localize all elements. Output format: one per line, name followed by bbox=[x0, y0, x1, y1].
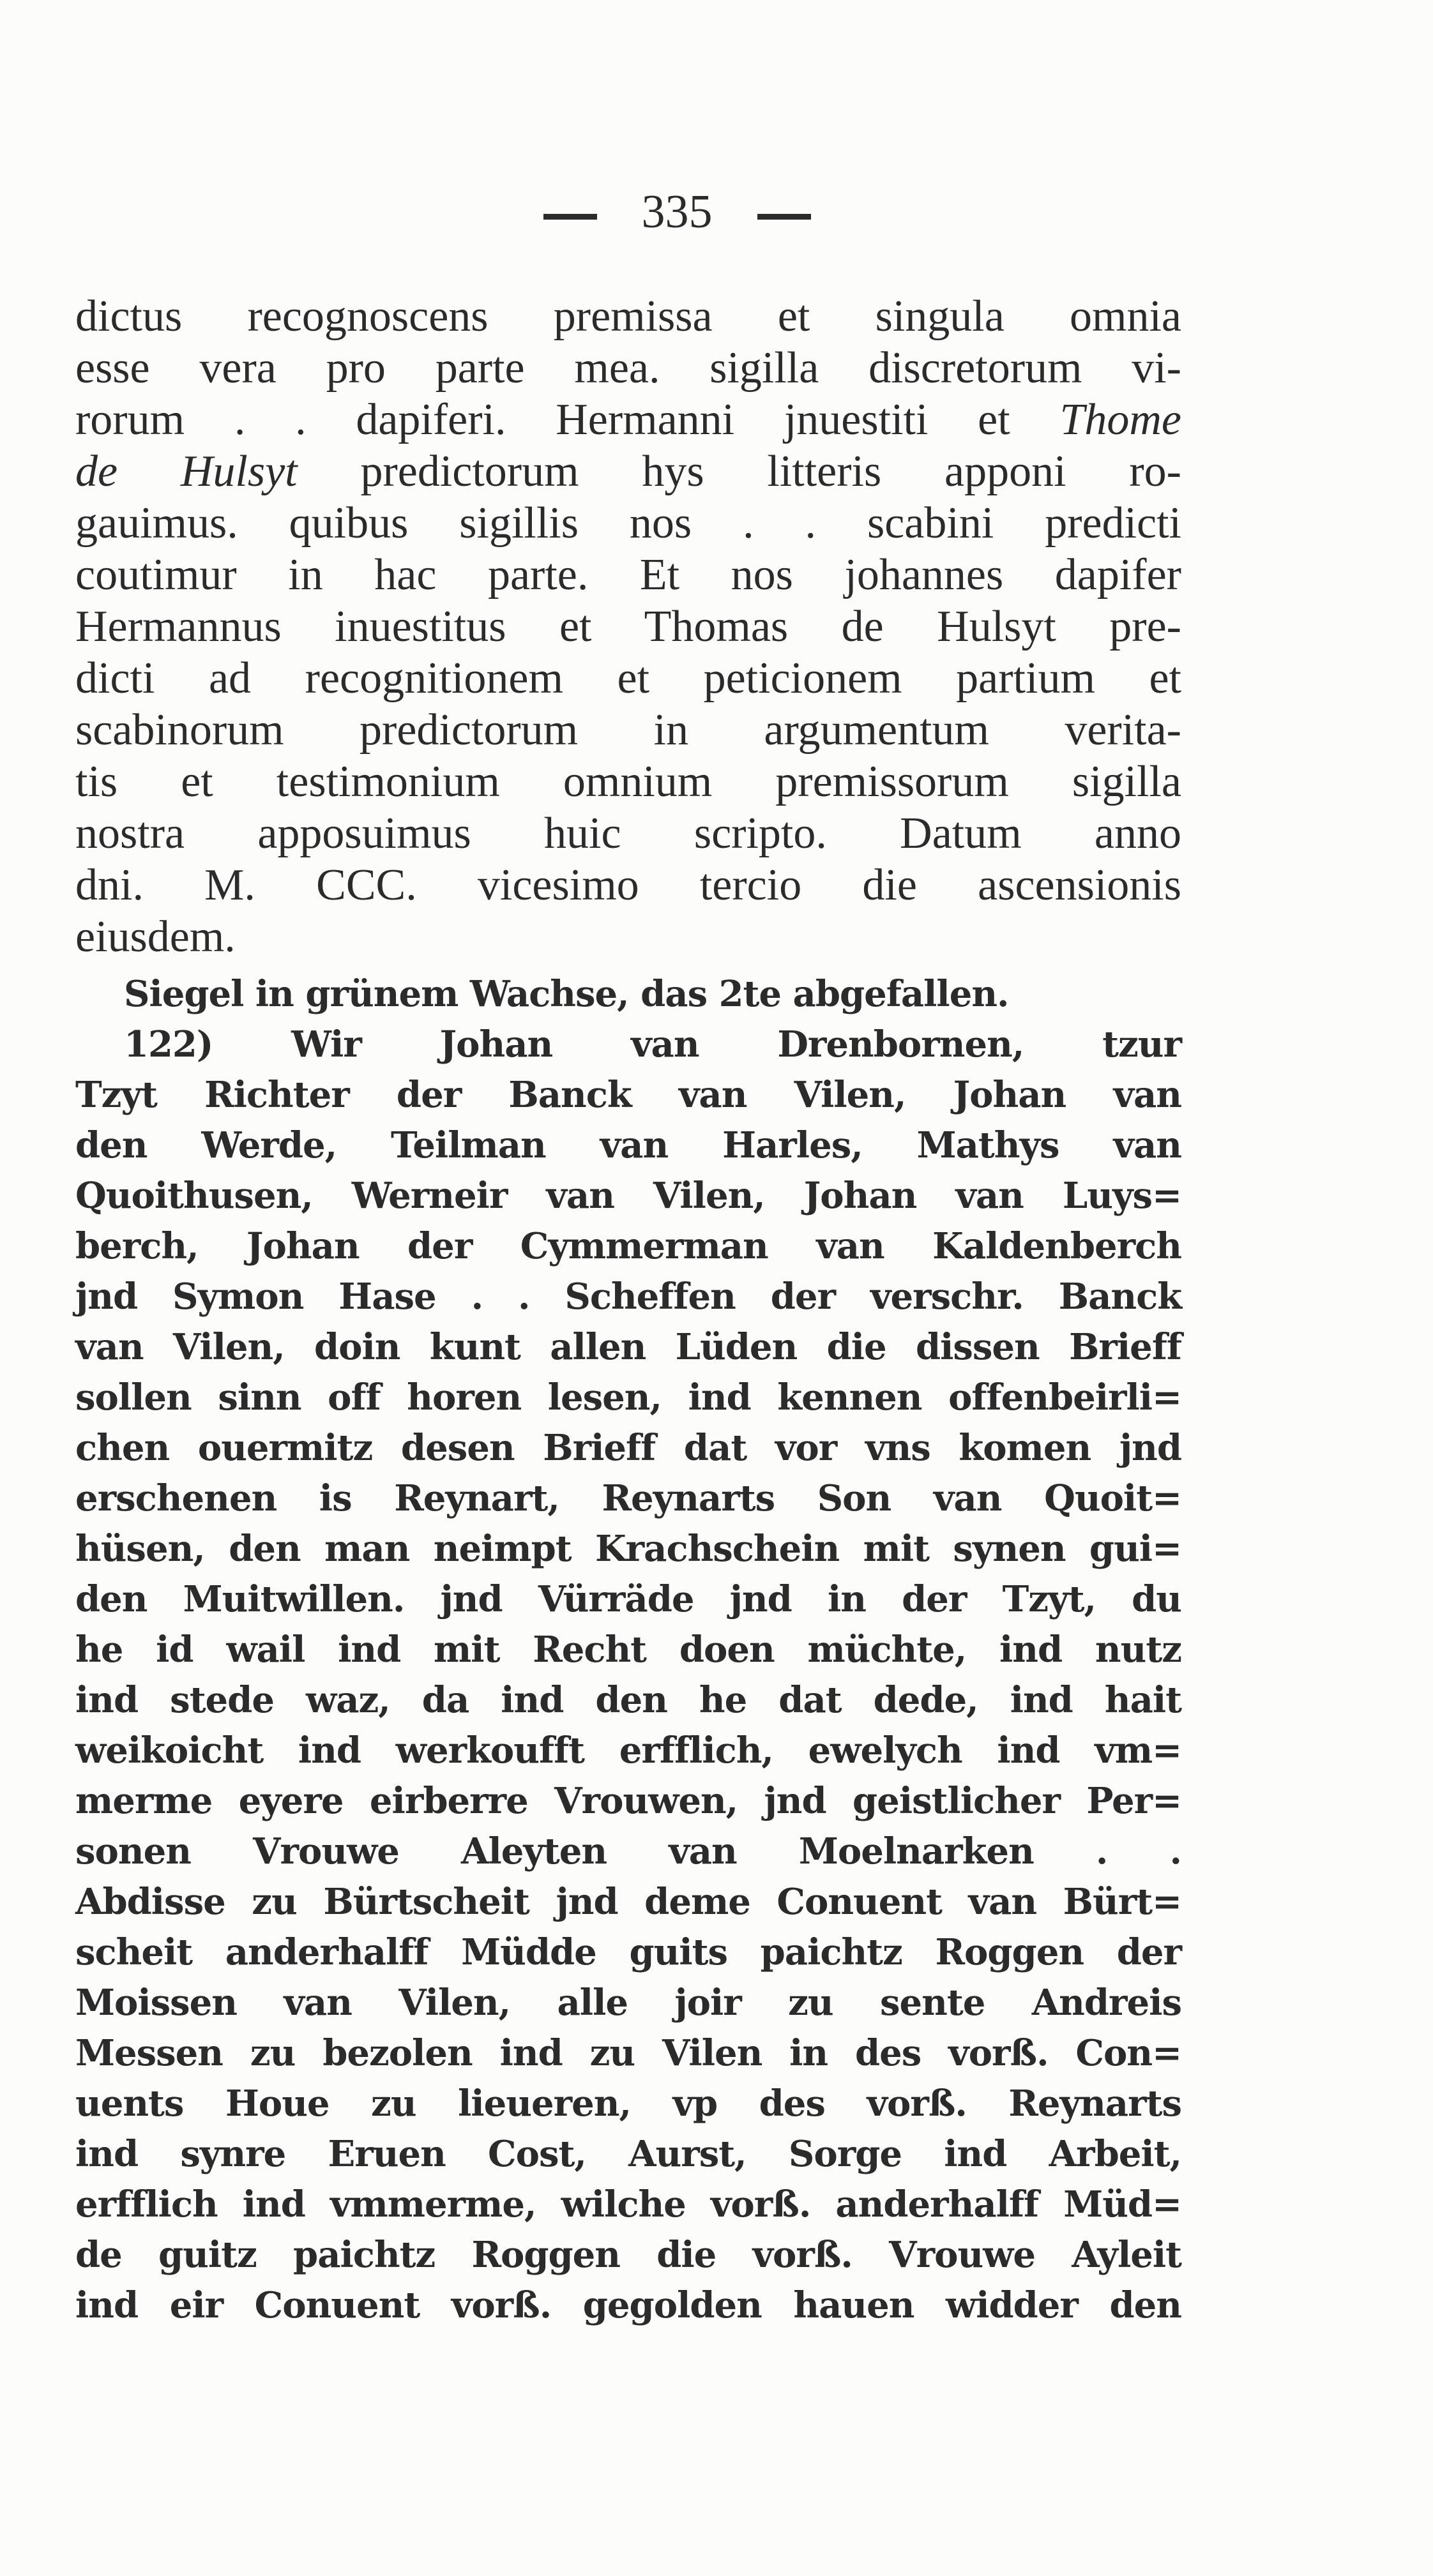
seal-note: Siegel in grünem Wachse, das 2te abgefallen. bbox=[124, 973, 1009, 1015]
german-text-block bbox=[75, 969, 1181, 2331]
latin-text-block bbox=[75, 290, 1181, 963]
text-line: ind stede waz, da ind den he dat dede, ind hait bbox=[75, 1679, 1181, 1721]
text-line: Abdisse zu Bürtscheit jnd deme Conuent van Bürt= bbox=[75, 1881, 1181, 1923]
page-number bbox=[0, 185, 1354, 239]
text-segment: rorum . . dapiferi. Hermanni jnuestiti et bbox=[75, 395, 1060, 444]
text-line: erschenen is Reynart, Reynarts Son van Quoit= bbox=[75, 1477, 1181, 1519]
dash-left bbox=[543, 214, 597, 220]
text-line bbox=[75, 446, 1181, 497]
text-line: dicti ad recognitionem et peticionem partium et bbox=[75, 654, 1181, 703]
text-line: ind synre Eruen Cost, Aurst, Sorge ind Arbeit, bbox=[75, 2133, 1181, 2175]
text-line: he id wail ind mit Recht doen müchte, ind nutz bbox=[75, 1629, 1181, 1671]
text-line: scabinorum predictorum in argumentum verita- bbox=[75, 705, 1181, 755]
document-122-start: 122) Wir Johan van Drenbornen, tzur bbox=[124, 1023, 1181, 1066]
text-line: weikoicht ind werkoufft erfflich, ewelych ind vm= bbox=[75, 1729, 1181, 1772]
text-line: eiusdem. bbox=[75, 912, 236, 961]
text-line: den Muitwillen. jnd Vürräde jnd in der Tzyt, du bbox=[75, 1578, 1181, 1620]
text-line: dictus recognoscens premissa et singula omnia bbox=[75, 292, 1181, 341]
text-line: scheit anderhalff Müdde guits paichtz Roggen der bbox=[75, 1931, 1181, 1973]
italic-name: Thome bbox=[1059, 395, 1181, 444]
text-line: berch, Johan der Cymmerman van Kaldenberch bbox=[75, 1225, 1181, 1267]
text-line: nostra apposuimus huic scripto. Datum anno bbox=[75, 809, 1181, 858]
dash-right bbox=[757, 214, 811, 220]
text-line: gauimus. quibus sigillis nos . . scabini predicti bbox=[75, 499, 1181, 548]
text-line: de guitz paichtz Roggen die vorß. Vrouwe Ayleit bbox=[75, 2234, 1181, 2276]
text-line: Quoithusen, Werneir van Vilen, Johan van Luys= bbox=[75, 1175, 1181, 1217]
text-line: sollen sinn off horen lesen, ind kennen offenbeirli= bbox=[75, 1376, 1181, 1419]
text-line: tis et testimonium omnium premissorum sigilla bbox=[75, 757, 1181, 806]
text-line: merme eyere eirberre Vrouwen, jnd geistlicher Per= bbox=[75, 1780, 1181, 1822]
text-line: erfflich ind vmmerme, wilche vorß. anderhalff Müd= bbox=[75, 2183, 1181, 2226]
text-line: Hermannus inuestitus et Thomas de Hulsyt pre- bbox=[75, 602, 1181, 651]
text-line: sonen Vrouwe Aleyten van Moelnarken . . bbox=[75, 1830, 1181, 1872]
italic-name: de Hulsyt bbox=[75, 447, 298, 496]
text-line: den Werde, Teilman van Harles, Mathys van bbox=[75, 1124, 1181, 1166]
text-line: coutimur in hac parte. Et nos johannes dapifer bbox=[75, 550, 1181, 599]
text-segment: predictorum hys litteris apponi ro- bbox=[297, 447, 1181, 496]
text-line: Moissen van Vilen, alle joir zu sente Andreis bbox=[75, 1982, 1181, 2024]
text-line bbox=[75, 394, 1181, 446]
page-number-text: 335 bbox=[641, 186, 713, 238]
text-line: uents Houe zu lieueren, vp des vorß. Reynarts bbox=[75, 2083, 1181, 2125]
text-line: Messen zu bezolen ind zu Vilen in des vorß. Con= bbox=[75, 2032, 1181, 2074]
text-line: chen ouermitz desen Brieff dat vor vns komen jnd bbox=[75, 1427, 1181, 1469]
text-line: dni. M. CCC. vicesimo tercio die ascensionis bbox=[75, 861, 1181, 910]
text-line: esse vera pro parte mea. sigilla discretorum vi- bbox=[75, 343, 1181, 393]
text-line: van Vilen, doin kunt allen Lüden die dissen Brieff bbox=[75, 1326, 1181, 1368]
text-line: hüsen, den man neimpt Krachschein mit synen gui= bbox=[75, 1528, 1181, 1570]
text-line: ind eir Conuent vorß. gegolden hauen widder den bbox=[75, 2284, 1181, 2326]
text-line: Tzyt Richter der Banck van Vilen, Johan van bbox=[75, 1074, 1181, 1116]
text-line: jnd Symon Hase . . Scheffen der verschr. Banck bbox=[75, 1276, 1181, 1318]
